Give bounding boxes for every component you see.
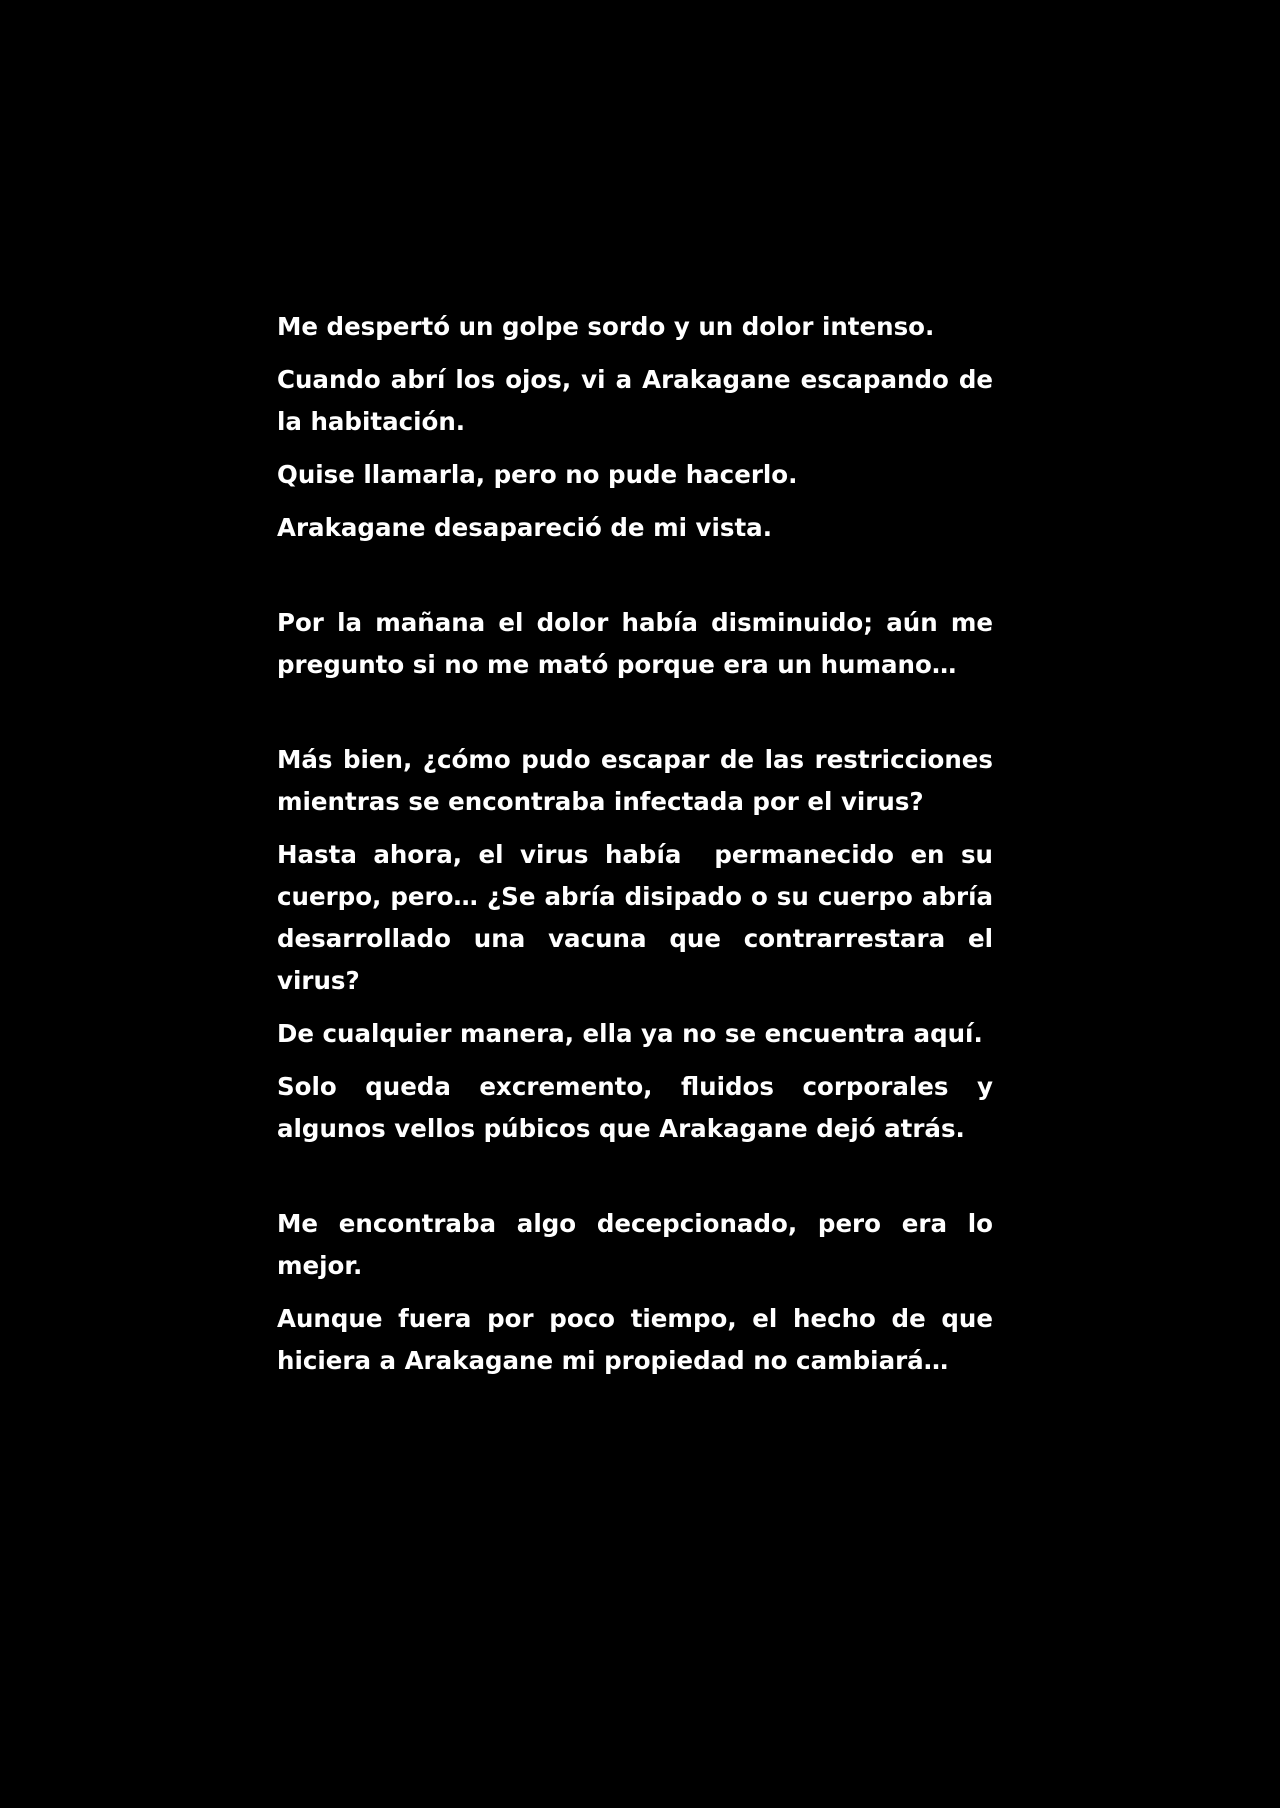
paragraph: Me encontraba algo decepcionado, pero era lo mejor. <box>277 1209 1002 1280</box>
paragraph: Por la mañana el dolor había disminuido; aún me pregunto si no me mató porque era un humano… <box>277 608 1002 679</box>
paragraph: Quise llamarla, pero no pude hacerlo. <box>277 460 798 489</box>
paragraph: Arakagane desapareció de mi vista. <box>277 513 773 542</box>
paragraph: Me despertó un golpe sordo y un dolor intenso. <box>277 312 935 341</box>
paragraph: Hasta ahora, el virus había permanecido en su cuerpo, pero… ¿Se abría disipado o su cuerpo abría desarrollado una vacuna que contrarrestara el virus? <box>277 840 1002 995</box>
paragraph: Cuando abrí los ojos, vi a Arakagane escapando de la habitación. <box>277 365 1002 436</box>
story-text <box>277 306 1002 1393</box>
paragraph: De cualquier manera, ella ya no se encuentra aquí. <box>277 1019 983 1048</box>
paragraph: Aunque fuera por poco tiempo, el hecho de que hiciera a Arakagane mi propiedad no cambiará… <box>277 1304 1002 1375</box>
paragraph: Solo queda excremento, fluidos corporales y algunos vellos púbicos que Arakagane dejó atrás. <box>277 1072 1002 1143</box>
paragraph: Más bien, ¿cómo pudo escapar de las restricciones mientras se encontraba infectada por el virus? <box>277 745 1002 816</box>
